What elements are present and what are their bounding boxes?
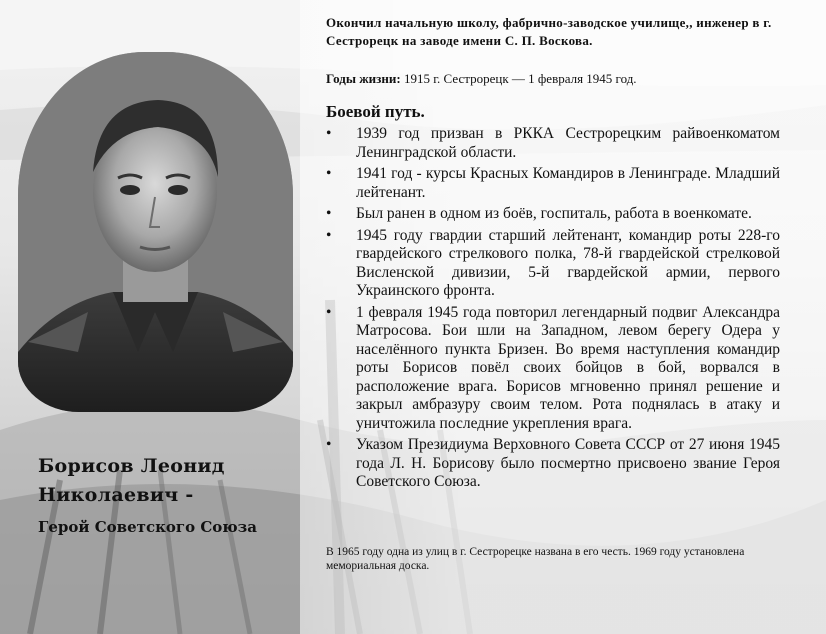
- list-item: • 1939 год призван в РККА Сестрорецким райвоенкоматом Ленинградской области.: [326, 125, 780, 162]
- life-years-label: Годы жизни:: [326, 71, 401, 86]
- biography-intro: Окончил начальную школу, фабрично-заводское училище,, инженер в г. Сестрорецк на заводе имени С. П. Воскова.: [326, 15, 772, 48]
- combat-path-title: Боевой путь.: [326, 102, 425, 121]
- life-years: [326, 70, 782, 88]
- hero-title: Герой Советского Союза: [38, 518, 257, 536]
- list-item: • 1945 году гвардии старший лейтенант, командир роты 228-го гвардейского стрелкового полка, 78-й гвардейской стрелковой Висленской дивизии, 5-й гвардейской армии, первого Украинского фронта.: [326, 227, 780, 301]
- list-item: • 1 февраля 1945 года повторил легендарный подвиг Александра Матросова. Бои шли на Западном, левом берегу Одера у населённого пункта Бризен. Во время наступления командир роты Борисов повёл своих бойцов в бой, ворвался в расположение врага. Борисов мгновенно принял решение и закрыл амбразуру своим телом. Рота поднялась в атаку и уничтожила последние укрепления врага.: [326, 304, 780, 434]
- hero-name-line2: Николаевич -: [38, 484, 194, 506]
- hero-caption: [38, 452, 300, 538]
- portrait-photo: [18, 52, 293, 412]
- memorial-note: В 1965 году одна из улиц в г. Сестрорецке названа в его честь. 1969 году установлена мемориальная доска.: [326, 546, 745, 572]
- hero-name-line1: Борисов Леонид: [38, 455, 225, 477]
- life-years-value: 1915 г. Сестрорецк — 1 февраля 1945 год.: [400, 71, 637, 86]
- combat-path-list: [326, 125, 780, 495]
- list-item: • Указом Президиума Верховного Совета СССР от 27 июня 1945 года Л. Н. Борисову было посмертно присвоено звание Героя Советского Союза.: [326, 436, 780, 492]
- list-item: • Был ранен в одном из боёв, госпиталь, работа в военкомате.: [326, 205, 780, 224]
- soldier-portrait-icon: [18, 52, 293, 412]
- list-item: • 1941 год - курсы Красных Командиров в Ленинграде. Младший лейтенант.: [326, 165, 780, 202]
